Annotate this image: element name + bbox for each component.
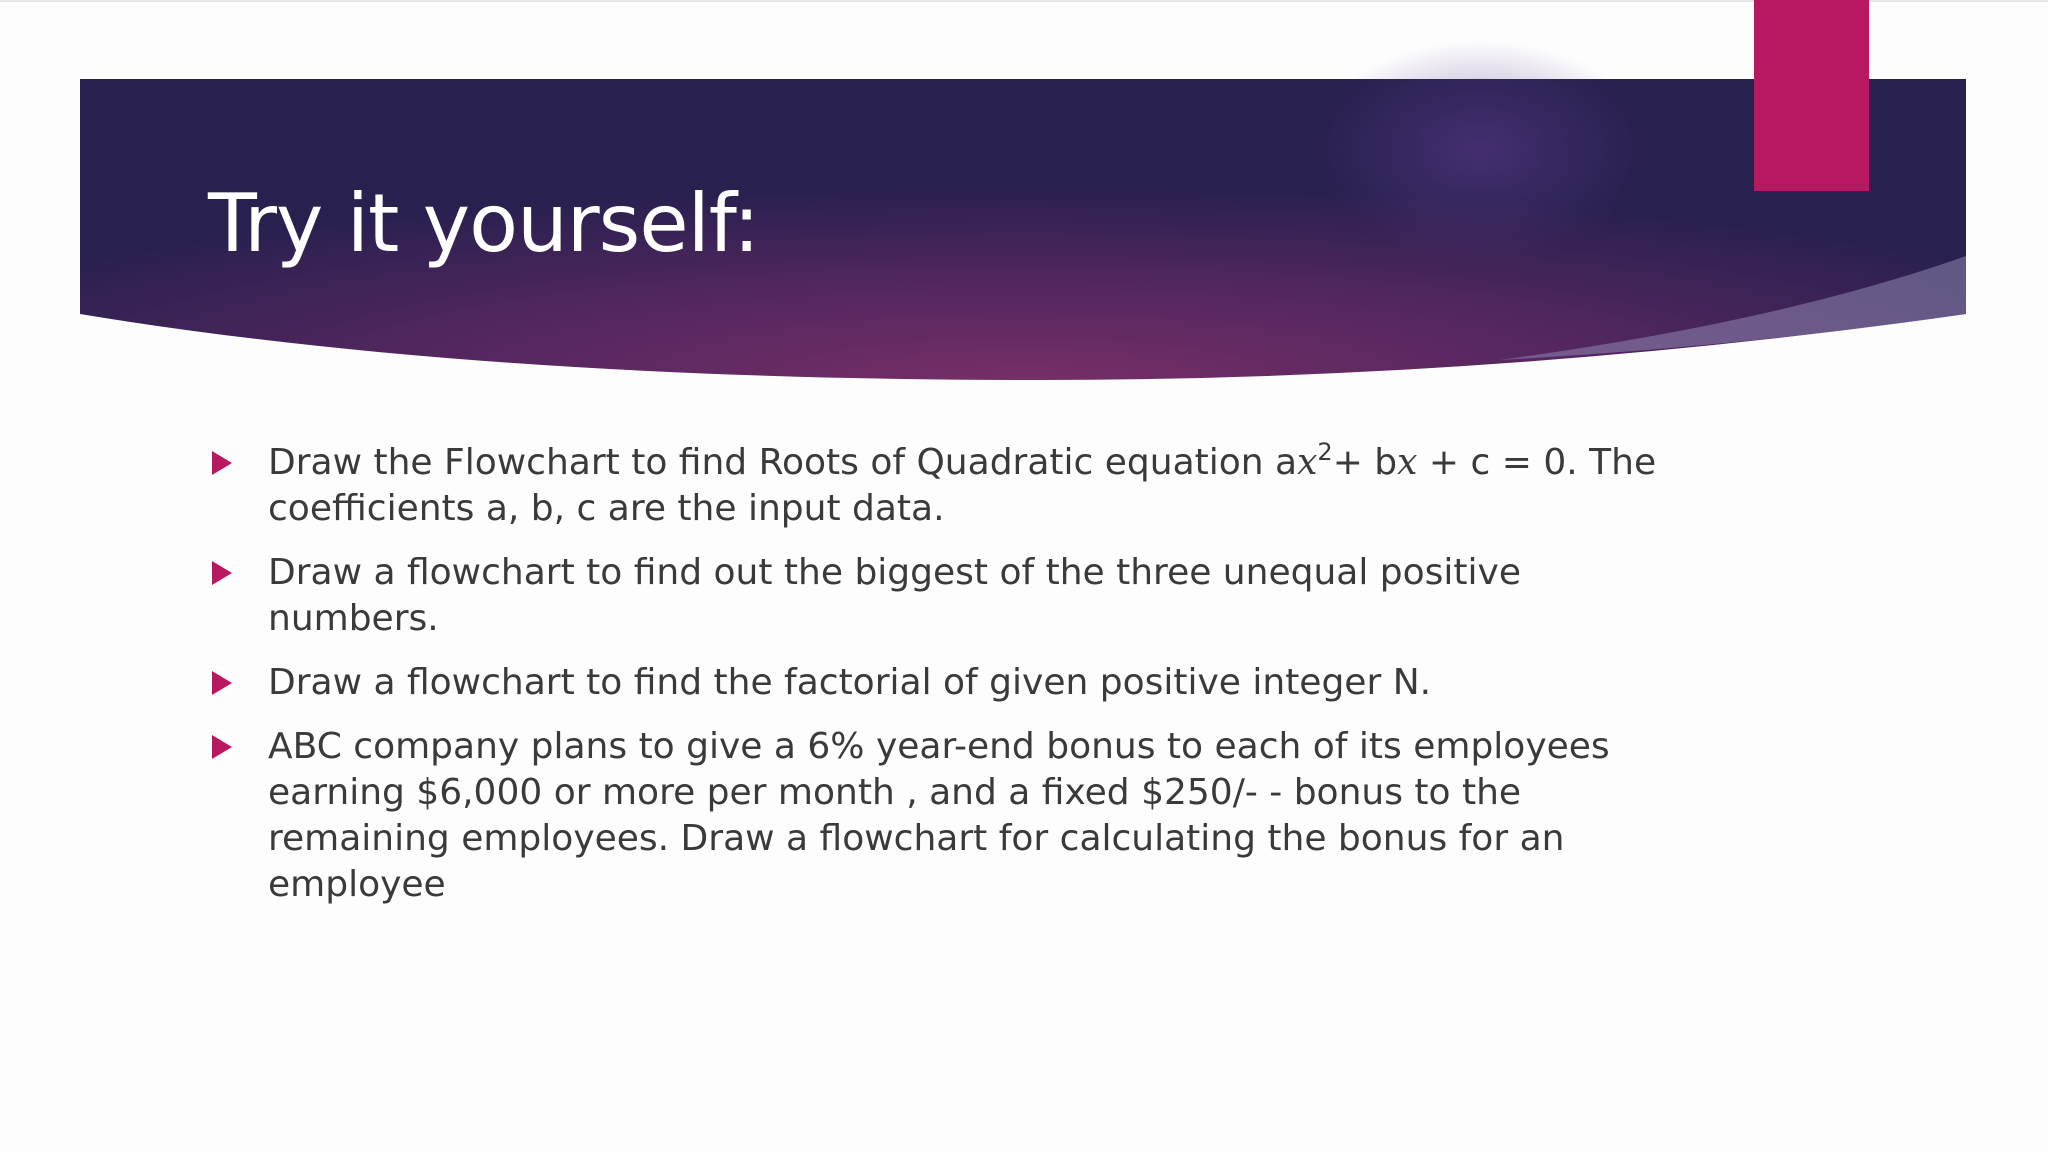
accent-tab (1754, 0, 1869, 191)
bullet-text: Draw a flowchart to find out the biggest of the three unequal positive numbers. (268, 552, 1521, 639)
bullet-item (206, 660, 1676, 706)
math-variable: x (1397, 442, 1418, 483)
bullet-item (206, 724, 1676, 908)
bullet-list (206, 440, 1676, 926)
bullet-text: + b (1332, 442, 1398, 483)
triangle-right-icon (212, 561, 232, 585)
bullet-item (206, 550, 1676, 642)
exponent: 2 (1317, 438, 1333, 466)
triangle-right-icon (212, 451, 232, 475)
bullet-text: ABC company plans to give a 6% year-end bonus to each of its employees earning $6,000 or more per month , and a fixed $250/- - bonus to the remaining employees. Draw a flowchart for calculating the bonus for an employee (268, 726, 1610, 905)
bullet-item (206, 440, 1676, 532)
bullet-text: Draw the Flowchart to find Roots of Quadratic equation a (268, 442, 1298, 483)
math-variable: x (1297, 442, 1318, 483)
triangle-right-icon (212, 735, 232, 759)
slide-title: Try it yourself: (208, 177, 760, 270)
triangle-right-icon (212, 671, 232, 695)
bullet-text: Draw a flowchart to find the factorial of given positive integer N. (268, 662, 1432, 703)
bullet-text: + c = 0. The coefficients a, b, c are the input data. (268, 442, 1657, 529)
